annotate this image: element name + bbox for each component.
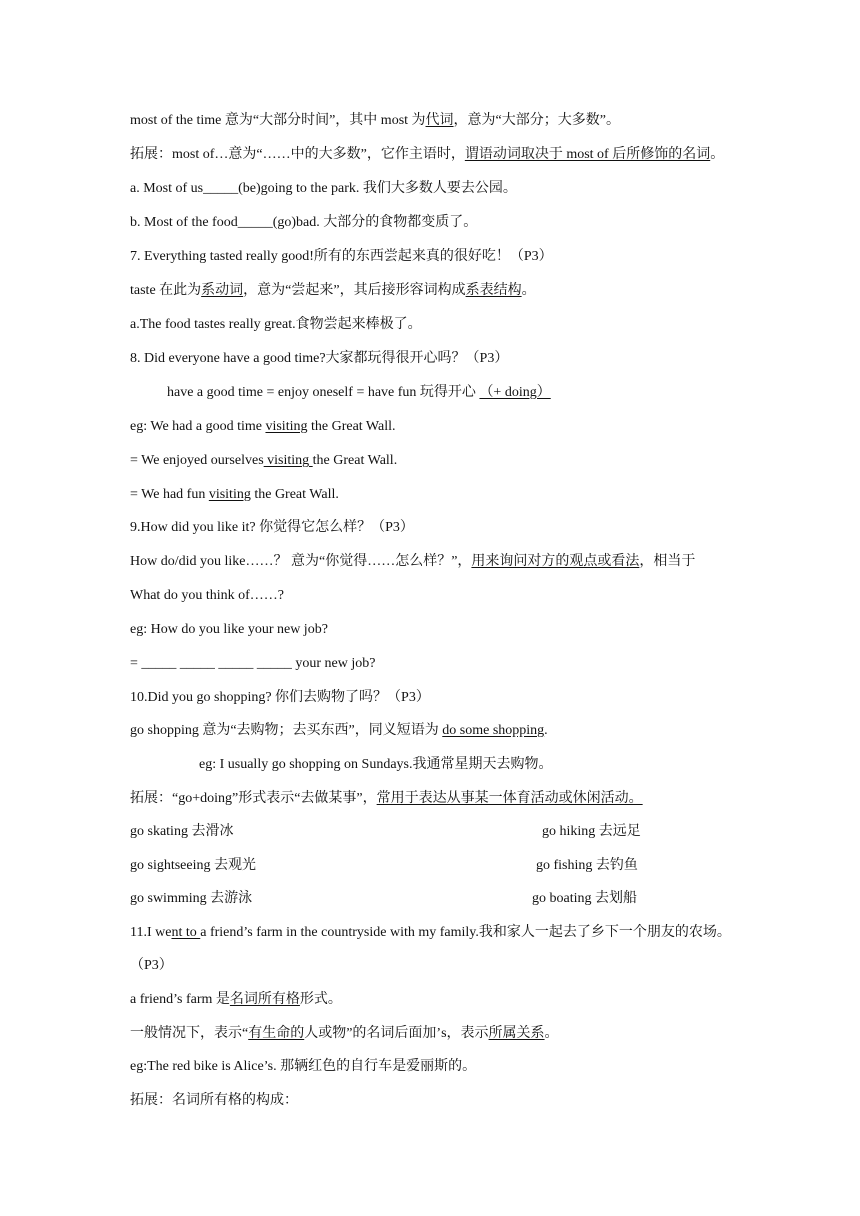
line-possessive-construction: 拓展：名词所有格的构成：: [130, 1093, 298, 1108]
example-go-shopping-sundays: eg: I usually go shopping on Sundays.我通常星期天去购物。: [199, 757, 553, 772]
exercise-fill-blanks: = _____ _____ _____ _____ your new job?: [130, 656, 376, 671]
phrase-go-sightseeing: go sightseeing 去观光: [130, 858, 256, 873]
line-most-of-the-time: most of the time 意为“大部分时间”，其中 most 为代词，意为“大部分；大多数”。: [130, 113, 620, 128]
line-taste-linking-verb: taste 在此为系动词，意为“尝起来”，其后接形容词构成系表结构。: [130, 283, 536, 298]
heading-item-9: 9.How did you like it? 你觉得它怎么样？（P3）: [130, 520, 414, 535]
heading-item-7: 7. Everything tasted really good!所有的东西尝起来真的很好吃！（P3）: [130, 249, 553, 264]
line-possessive-rule: 一般情况下，表示“有生命的人或物”的名词后面加’s，表示所属关系。: [130, 1026, 559, 1041]
exercise-a-most-of-us: a. Most of us_____(be)going to the park. 我们大多数人要去公园。: [130, 181, 517, 196]
example-had-fun: = We had fun visiting the Great Wall.: [130, 487, 339, 502]
phrase-go-fishing: go fishing 去钓鱼: [536, 858, 638, 873]
line-how-do-you-like: How do/did you like……？ 意为“你觉得……怎么样？”，用来询问对方的观点或看法，相当于: [130, 554, 696, 569]
example-new-job: eg: How do you like your new job?: [130, 622, 328, 637]
line-go-doing-extension: 拓展：“go+doing”形式表示“去做某事”，常用于表达从事某一体育活动或休闲活动。: [130, 791, 643, 806]
example-enjoyed-ourselves: = We enjoyed ourselves visiting the Great Wall.: [130, 453, 398, 468]
example-red-bike: eg:The red bike is Alice’s. 那辆红色的自行车是爱丽斯的。: [130, 1059, 477, 1074]
heading-item-11: 11.I went to a friend’s farm in the countryside with my family.我和家人一起去了乡下一个朋友的农场。: [130, 925, 731, 940]
line-go-shopping: go shopping 意为“去购物；去买东西”，同义短语为 do some shopping.: [130, 723, 548, 738]
line-have-a-good-time: have a good time = enjoy oneself = have fun 玩得开心 （+ doing）: [167, 385, 551, 400]
line-possessive-form: a friend’s farm 是名词所有格形式。: [130, 992, 342, 1007]
phrase-go-swimming: go swimming 去游泳: [130, 891, 253, 906]
exercise-b-most-of-the-food: b. Most of the food_____(go)bad. 大部分的食物都变质了。: [130, 215, 478, 230]
phrase-go-boating: go boating 去划船: [532, 891, 637, 906]
heading-item-8: 8. Did everyone have a good time?大家都玩得很开心吗？（P3）: [130, 351, 509, 366]
heading-item-10: 10.Did you go shopping? 你们去购物了吗？（P3）: [130, 690, 430, 705]
item-11-page-ref: （P3）: [130, 958, 173, 973]
line-extension-most-of: 拓展：most of…意为“……中的大多数”，它作主语时，谓语动词取决于 most of 后所修饰的名词。: [130, 147, 725, 162]
example-food-tastes: a.The food tastes really great.食物尝起来棒极了。: [130, 317, 422, 332]
phrase-go-skating: go skating 去滑冰: [130, 824, 234, 839]
phrase-go-hiking: go hiking 去远足: [542, 824, 641, 839]
line-what-do-you-think: What do you think of……?: [130, 588, 284, 603]
example-good-time-visiting: eg: We had a good time visiting the Great Wall.: [130, 419, 396, 434]
